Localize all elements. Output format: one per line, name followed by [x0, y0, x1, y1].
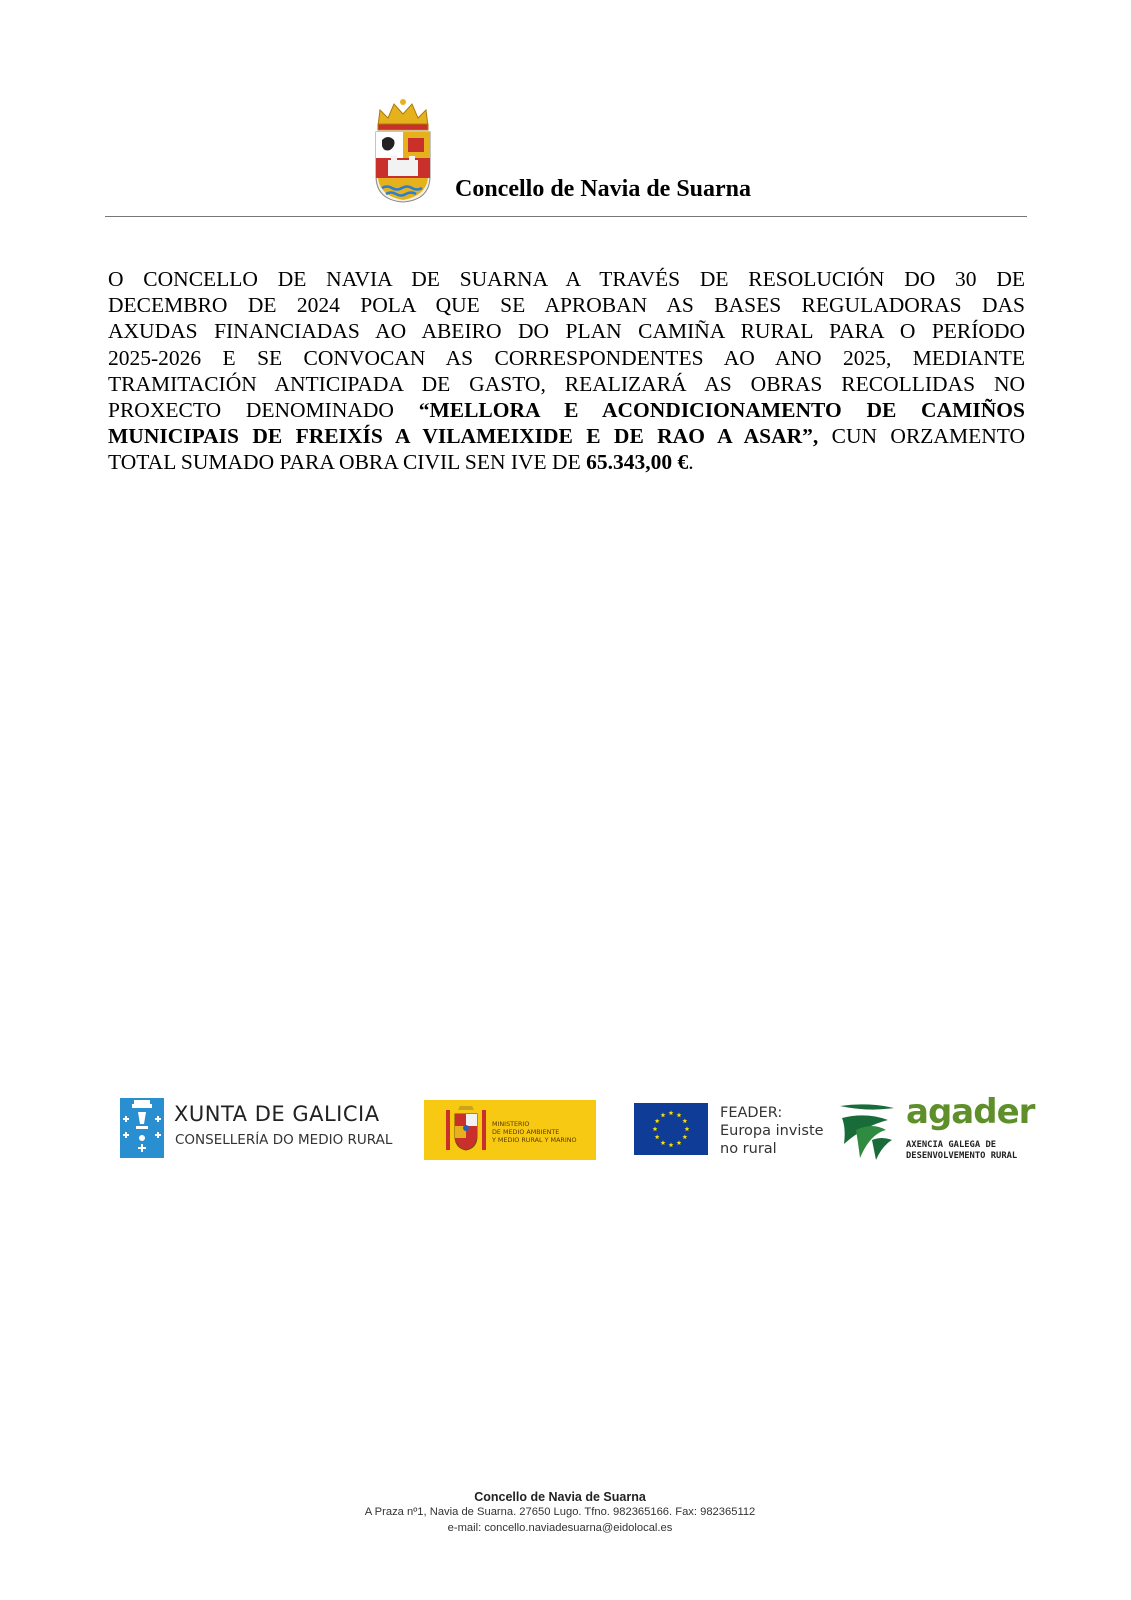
feader-logo	[634, 1103, 834, 1159]
paragraph-line	[108, 449, 1025, 475]
feader-text	[720, 1104, 824, 1158]
agader-leaf-icon	[838, 1100, 896, 1160]
announcement-paragraph	[108, 266, 1025, 476]
paragraph-line: DECEMBRO DE 2024 POLA QUE SE APROBAN AS BASES REGULADORAS DAS	[108, 293, 1025, 318]
feader-line: Europa inviste	[720, 1123, 824, 1139]
footer-title: Concello de Navia de Suarna	[474, 1490, 646, 1504]
agader-subtitle-line: DESENVOLVEMENTO RURAL	[906, 1150, 1018, 1161]
line-text: PROXECTO DENOMINADO	[108, 398, 419, 423]
agader-subtitle-line: AXENCIA GALEGA DE	[906, 1140, 997, 1150]
line-text: TOTAL SUMADO PARA OBRA CIVIL SEN IVE DE	[108, 450, 587, 475]
paragraph-line	[108, 397, 1025, 423]
xunta-de-galicia-logo	[120, 1098, 395, 1160]
agader-wordmark: agader	[906, 1092, 1035, 1132]
line-text: CUN ORZAMENTO	[818, 424, 1026, 449]
page-footer	[260, 1489, 860, 1536]
footer-email: e-mail: concello.naviadesuarna@eidolocal.es	[447, 1521, 673, 1534]
feader-line: FEADER:	[720, 1105, 783, 1121]
ministerio-text	[492, 1120, 596, 1145]
paragraph-line: 2025-2026 E SE CONVOCAN AS CORRESPONDENTES AO ANO 2025, MEDIANTE	[108, 345, 1025, 370]
footer-address: A Praza nº1, Navia de Suarna. 27650 Lugo. Tfno. 982365166. Fax: 982365112	[364, 1506, 756, 1518]
paragraph-line	[108, 423, 1025, 449]
feader-line: no rural	[720, 1141, 777, 1157]
paragraph-line: O CONCELLO DE NAVIA DE SUARNA A TRAVÉS DE RESOLUCIÓN DO 30 DE	[108, 267, 1025, 291]
header-divider	[105, 216, 1027, 217]
ministerio-line: MINISTERIO	[492, 1120, 530, 1128]
line-text: .	[688, 450, 694, 475]
agader-subtitle	[906, 1140, 1018, 1161]
paragraph-line: AXUDAS FINANCIADAS AO ABEIRO DO PLAN CAMIÑA RURAL PARA O PERÍODO	[108, 319, 1025, 344]
xunta-subtitle: CONSELLERÍA DO MEDIO RURAL	[175, 1132, 393, 1148]
project-name-part1: “MELLORA E ACONDICIONAMENTO DE CAMIÑOS	[418, 398, 1025, 423]
agader-logo	[838, 1092, 1035, 1162]
ministerio-line: Y MEDIO RURAL Y MARINO	[492, 1136, 577, 1145]
ministerio-line: DE MEDIO AMBIENTE	[492, 1128, 560, 1137]
eu-flag-icon	[634, 1103, 708, 1155]
project-name-part2: MUNICIPAIS DE FREIXÍS A VILAMEIXIDE E DE RAO A ASAR”,	[108, 424, 819, 449]
budget-amount: 65.343,00 €	[586, 450, 689, 475]
spain-coat-of-arms-icon	[446, 1106, 486, 1154]
ministerio-logo	[424, 1100, 596, 1160]
xunta-emblem-icon	[120, 1098, 164, 1158]
coat-of-arms-icon	[372, 96, 434, 204]
paragraph-line: TRAMITACIÓN ANTICIPADA DE GASTO, REALIZARÁ AS OBRAS RECOLLIDAS NO	[108, 371, 1025, 396]
header-title: Concello de Navia de Suarna	[455, 176, 752, 202]
xunta-name: XUNTA DE GALICIA	[174, 1102, 380, 1126]
